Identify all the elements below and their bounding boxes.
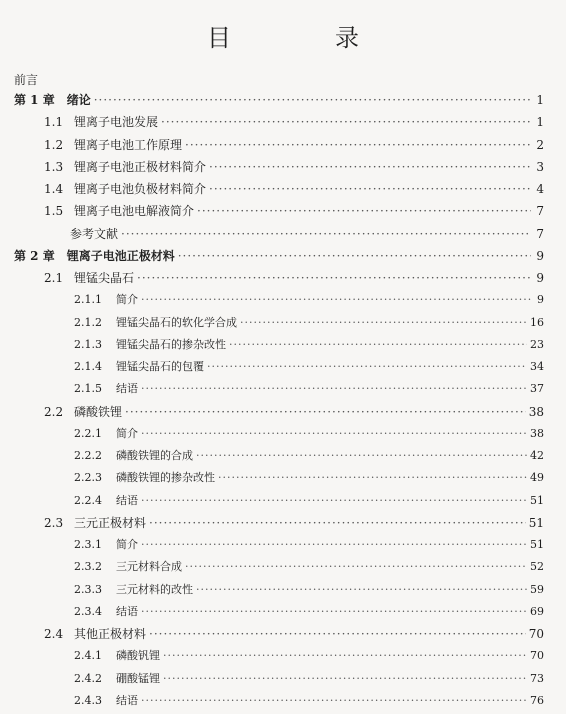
toc-leader-dots: [209, 182, 531, 196]
toc-entry[interactable]: [14, 469, 544, 491]
toc-entry-number: 1.2: [44, 137, 64, 152]
toc-entry-label: 简介: [116, 538, 138, 551]
toc-leader-dots: [207, 360, 527, 373]
toc-leader-dots: [141, 427, 527, 440]
toc-leader-dots: [149, 516, 526, 530]
toc-entry-number: 1.3: [44, 159, 64, 174]
toc-leader-dots: [240, 316, 527, 329]
toc-entry[interactable]: [14, 581, 544, 603]
toc-entry-page: 37: [530, 382, 544, 396]
toc-entry-label: 三元正极材料: [74, 515, 147, 530]
toc-entry-label: 结语: [116, 493, 138, 507]
toc-entry-page: 7: [536, 226, 544, 241]
toc-entry-number: 2.4: [44, 627, 64, 641]
toc-entry[interactable]: [14, 492, 544, 514]
toc-leader-dots: [196, 583, 527, 596]
toc-leader-dots: [229, 338, 527, 351]
toc-entry-page: 52: [530, 560, 544, 574]
toc-entry[interactable]: [14, 403, 544, 425]
toc-entry[interactable]: [14, 558, 544, 580]
toc-entry[interactable]: [14, 625, 544, 647]
toc-entry[interactable]: [14, 136, 544, 158]
toc-leader-dots: [209, 160, 531, 174]
toc-entry-page: 69: [530, 604, 544, 618]
toc-entry-page: 70: [530, 649, 544, 663]
toc-entry-label: 锂锰尖晶石的软化学合成: [116, 315, 237, 329]
toc-entry-page: 38: [528, 404, 544, 419]
toc-entry-number: 2.3: [44, 515, 64, 530]
toc-entry-label: 磷酸铁锂的合成: [116, 449, 193, 462]
toc-entry-number: 2.1.4: [74, 360, 102, 373]
toc-entry-page: 59: [530, 582, 544, 596]
toc-entry-number: 2.3.2: [74, 560, 102, 574]
toc-entry-page: 38: [530, 426, 544, 440]
toc-leader-dots: [163, 672, 527, 685]
toc-entry-page: 51: [530, 493, 544, 507]
toc-entry[interactable]: [14, 670, 544, 692]
toc-entry[interactable]: [14, 269, 544, 291]
toc-entry-page: 9: [536, 248, 544, 263]
toc-entry[interactable]: [14, 603, 544, 625]
toc-entry-number: 2.3.1: [74, 538, 102, 551]
page-title: 目 录: [207, 24, 399, 52]
toc-entry-page: 2: [536, 137, 544, 152]
toc-entry-page: 4: [536, 182, 544, 196]
toc-entry-label: 磷酸铁锂的掺杂改性: [116, 471, 215, 485]
toc-leader-dots: [149, 627, 526, 641]
toc-entry-number: 2.2: [44, 404, 64, 419]
toc-entry[interactable]: [14, 692, 544, 714]
toc-entry-label: 结语: [116, 604, 138, 618]
toc-entry-number: 2.4.1: [74, 649, 102, 663]
toc-entry-number: 2.2.4: [74, 493, 102, 507]
toc-entry-label: 三元材料合成: [116, 560, 182, 574]
toc-leader-dots: [94, 93, 531, 107]
toc-entry-page: 73: [530, 671, 544, 685]
toc-entry-page: 76: [530, 693, 544, 707]
toc-entry-label: 锂离子电池负极材料简介: [74, 182, 207, 196]
toc-entry-number: 2.1.1: [74, 293, 102, 307]
toc-entry-number: 2.2.2: [74, 449, 102, 462]
toc-entry[interactable]: [14, 225, 544, 247]
toc-entry[interactable]: [14, 358, 544, 380]
toc-leader-dots: [121, 227, 531, 241]
toc-entry[interactable]: [14, 91, 544, 113]
toc-entry[interactable]: [14, 380, 544, 402]
toc-leader-dots: [141, 293, 531, 306]
toc-entry[interactable]: [14, 336, 544, 358]
toc-entry-label: 锂离子电池工作原理: [74, 137, 183, 152]
toc-entry-preface[interactable]: 前言: [14, 73, 39, 87]
toc-entry-label: 硼酸锰锂: [116, 671, 160, 685]
toc-entry-label: 简介: [116, 293, 138, 307]
toc-entry-label: 锂锰尖晶石: [74, 271, 135, 285]
toc-entry-page: 51: [528, 515, 544, 530]
toc-entry[interactable]: [14, 158, 544, 180]
toc-entry[interactable]: [14, 447, 544, 469]
toc-entry-number: 2.1.5: [74, 382, 102, 396]
toc-entry[interactable]: [14, 180, 544, 202]
toc-leader-dots: [161, 115, 531, 129]
toc-leader-dots: [163, 649, 527, 662]
toc-entry-page: 9: [537, 293, 544, 307]
toc-entry-label: 锂离子电池发展: [74, 115, 159, 130]
toc-entry-number: 2.2.3: [74, 471, 102, 485]
toc-entry-number: 2.3.3: [74, 582, 102, 596]
toc-entry-label: 锂锰尖晶石的掺杂改性: [116, 337, 226, 351]
toc-entry[interactable]: [14, 202, 544, 224]
toc-leader-dots: [197, 204, 531, 218]
toc-entry-label: 结语: [116, 382, 138, 396]
toc-entry[interactable]: [14, 314, 544, 336]
toc-leader-dots: [141, 382, 527, 395]
toc-entry-label: 锂离子电池正极材料简介: [74, 159, 207, 174]
toc-entry[interactable]: [14, 291, 544, 313]
toc-entry-page: 70: [528, 627, 544, 641]
toc-entry-label: 锂离子电池正极材料: [66, 248, 175, 263]
toc-entry-label: 锂离子电池电解液简介: [74, 204, 195, 219]
toc-entry-number: 2.4.2: [74, 671, 102, 685]
toc-entry-number: 第 1 章: [14, 93, 55, 107]
toc-leader-dots: [125, 405, 526, 419]
toc-entry-label: 三元材料的改性: [116, 582, 193, 596]
toc-leader-dots: [185, 560, 527, 573]
toc-leader-dots: [141, 694, 527, 707]
toc-entry-page: 42: [530, 449, 544, 462]
toc-entry-label: 结语: [116, 693, 138, 707]
toc-leader-dots: [137, 271, 531, 285]
toc-entry-number: 2.2.1: [74, 426, 102, 440]
toc-entry-label: 其他正极材料: [74, 627, 147, 641]
toc-entry[interactable]: [14, 113, 544, 135]
toc-entry-page: 3: [536, 159, 544, 174]
toc-entry-label: 简介: [116, 426, 138, 440]
toc-entry[interactable]: [14, 514, 544, 536]
toc-entry-page: 16: [530, 315, 544, 329]
toc-entry-page: 1: [536, 93, 544, 107]
toc-list: [14, 91, 544, 714]
toc-entry-number: 2.3.4: [74, 604, 102, 618]
toc-entry-page: 7: [536, 204, 544, 219]
toc-entry-number: 2.4.3: [74, 693, 102, 707]
toc-entry-page: 9: [536, 271, 544, 285]
toc-entry-page: 51: [530, 538, 544, 551]
toc-entry-number: 1.4: [44, 182, 64, 196]
toc-entry-page: 34: [530, 360, 544, 373]
toc-leader-dots: [178, 249, 531, 263]
toc-entry[interactable]: [14, 247, 544, 269]
toc-entry-number: 2.1: [44, 271, 64, 285]
toc-leader-dots: [141, 538, 527, 551]
toc-entry-label: 参考文献: [70, 226, 119, 241]
toc-leader-dots: [185, 138, 531, 152]
toc-leader-dots: [141, 605, 527, 618]
toc-leader-dots: [196, 449, 527, 462]
toc-entry-label: 绪论: [66, 93, 91, 107]
toc-entry-page: 49: [530, 471, 544, 485]
toc-entry-label: 磷酸铁锂: [74, 404, 123, 419]
toc-entry-number: 第 2 章: [14, 248, 55, 263]
toc-entry-number: 2.1.2: [74, 315, 102, 329]
toc-entry[interactable]: [14, 425, 544, 447]
toc-entry-page: 23: [530, 337, 544, 351]
toc-entry-page: 1: [536, 115, 544, 130]
toc-leader-dots: [141, 494, 527, 507]
toc-entry-number: 2.1.3: [74, 337, 102, 351]
toc-entry-number: 1.1: [44, 115, 64, 130]
toc-entry-number: 1.5: [44, 204, 64, 219]
toc-entry[interactable]: [14, 536, 544, 558]
toc-entry-label: 锂锰尖晶石的包覆: [116, 360, 204, 373]
toc-entry[interactable]: [14, 647, 544, 669]
toc-entry-label: 磷酸钒锂: [116, 649, 160, 663]
toc-leader-dots: [218, 471, 527, 484]
